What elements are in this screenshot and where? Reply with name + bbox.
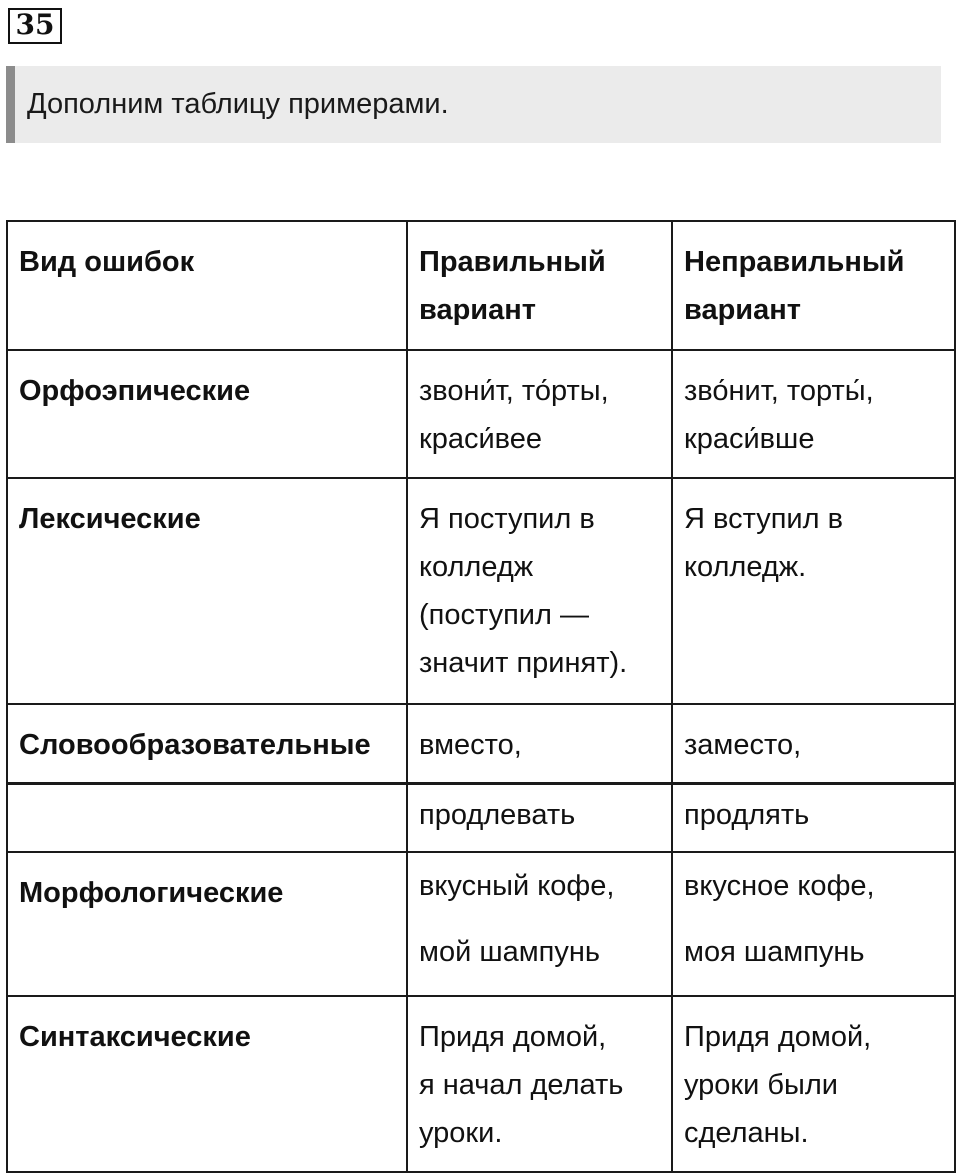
- error-type-cell: Морфологические: [7, 852, 407, 996]
- incorrect-cell: продлять: [672, 784, 955, 852]
- intro-banner: [6, 66, 941, 143]
- table-row: [7, 478, 955, 704]
- errors-table-continued: [6, 783, 956, 1173]
- error-type-cell: Синтаксические: [7, 996, 407, 1172]
- incorrect-cell: зво́нит, торты́, краси́вше: [672, 350, 955, 478]
- table-row: [7, 996, 955, 1172]
- table-row: [7, 852, 955, 996]
- error-type-cell: Словообразовательные: [7, 704, 407, 783]
- task-number: 35: [15, 8, 55, 41]
- incorrect-cell: вкусное кофе, моя шампунь: [672, 852, 955, 996]
- errors-table: [6, 220, 956, 784]
- incorrect-cell: Придя домой, уроки были сделаны.: [672, 996, 955, 1172]
- header-incorrect: Неправильный вариант: [672, 221, 955, 350]
- task-number-box: [8, 8, 62, 44]
- error-type-cell: Орфоэпические: [7, 350, 407, 478]
- table-row: [7, 784, 955, 852]
- table-header-row: [7, 221, 955, 350]
- header-correct: Правильный вариант: [407, 221, 672, 350]
- table-row: [7, 704, 955, 783]
- intro-text: Дополним таблицу примерами.: [27, 88, 449, 120]
- header-error-type: Вид ошибок: [7, 221, 407, 350]
- incorrect-cell: Я вступил в колледж.: [672, 478, 955, 704]
- correct-cell: звони́т, то́рты, краси́вее: [407, 350, 672, 478]
- correct-cell: вместо,: [407, 704, 672, 783]
- error-type-cell: [7, 784, 407, 852]
- correct-cell: продлевать: [407, 784, 672, 852]
- correct-cell: вкусный кофе, мой шампунь: [407, 852, 672, 996]
- table-row: [7, 350, 955, 478]
- correct-cell: Я поступил в колледж (поступил — значит принят).: [407, 478, 672, 704]
- incorrect-cell: заместо,: [672, 704, 955, 783]
- correct-cell: Придя домой, я начал делать уроки.: [407, 996, 672, 1172]
- error-type-cell: Лексические: [7, 478, 407, 704]
